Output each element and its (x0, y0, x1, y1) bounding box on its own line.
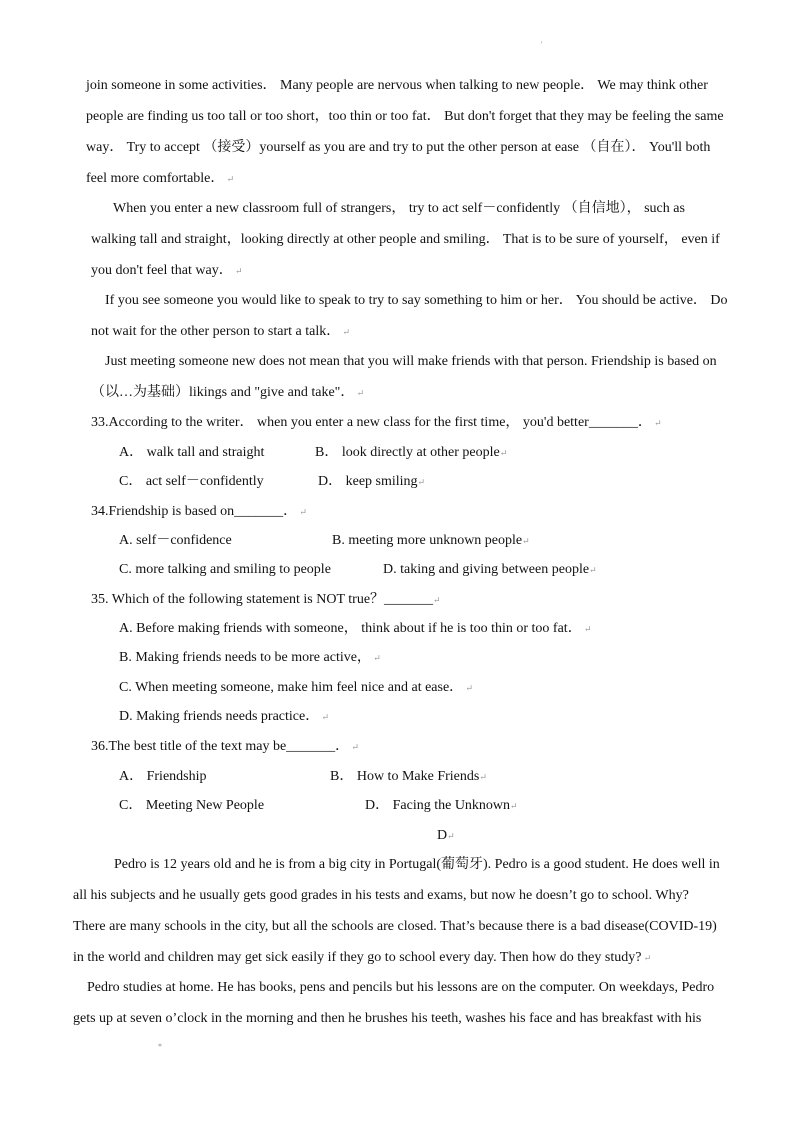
question-33-stem: 33.According to the writer． when you enter a new class for the first time， you'd better_______． ↵ (91, 415, 662, 430)
q34-option-c: C. more talking and smiling to people (119, 562, 331, 577)
passage-line: you don't feel that way． ↵ (91, 263, 243, 278)
passage-d-line: Pedro is 12 years old and he is from a big city in Portugal(葡萄牙). Pedro is a good student. He does well in (114, 857, 720, 872)
q34-option-d: D. taking and giving between people↵ (383, 562, 597, 577)
bottom-mark: * (158, 1042, 162, 1051)
q36-option-b: B． How to Make Friends↵ (330, 769, 487, 784)
question-35-stem: 35. Which of the following statement is NOT true？_______↵ (91, 592, 441, 607)
passage-line: Just meeting someone new does not mean that you will make friends with that person. Friendship is based on (105, 354, 717, 369)
top-mark: ' (541, 40, 543, 49)
passage-line: When you enter a new classroom full of strangers， try to act self－confidently （自信地）， such as (113, 201, 685, 216)
q35-option-a: A. Before making friends with someone， think about if he is too thin or too fat． ↵ (119, 621, 592, 636)
passage-line: join someone in some activities． Many people are nervous when talking to new people． We may think other (86, 78, 708, 93)
q33-option-c: C． act self－confidently (119, 474, 264, 489)
q35-option-c: C. When meeting someone, make him feel nice and at ease． ↵ (119, 680, 473, 695)
passage-line: not wait for the other person to start a talk． ↵ (91, 324, 351, 339)
passage-line: If you see someone you would like to speak to try to say something to him or her． You should be active． Do (105, 293, 728, 308)
passage-line: feel more comfortable． ↵ (86, 171, 235, 186)
question-34-stem: 34.Friendship is based on_______． ↵ (91, 504, 307, 519)
passage-line: walking tall and straight，looking directly at other people and smiling． That is to be sure of yourself， even if (91, 232, 720, 247)
q33-option-d: D． keep smiling↵ (318, 474, 426, 489)
passage-d-line: gets up at seven o’clock in the morning and then he brushes his teeth, washes his face and has breakfast with his (73, 1011, 702, 1026)
q36-option-c: C． Meeting New People (119, 798, 265, 813)
q36-option-d: D． Facing the Unknown↵ (365, 798, 518, 813)
q36-option-a: A． Friendship (119, 769, 207, 784)
passage-line: （以…为基础）likings and "give and take"． ↵ (91, 385, 365, 400)
passage-d-line: in the world and children may get sick easily if they go to school every day. Then how do they study? ↵ (73, 950, 652, 965)
q35-option-b: B. Making friends needs to be more active， ↵ (119, 650, 381, 665)
question-36-stem: 36.The best title of the text may be_______． ↵ (91, 739, 359, 754)
passage-line: way． Try to accept （接受）yourself as you are and try to put the other person at ease （自在）． You'll both (86, 140, 711, 155)
passage-d-line: all his subjects and he usually gets good grades in his tests and exams, but now he doesn’t go to school. Why? (73, 888, 689, 903)
q35-option-d: D. Making friends needs practice． ↵ (119, 709, 330, 724)
q33-option-a: A． walk tall and straight (119, 445, 265, 460)
q34-option-b: B. meeting more unknown people↵ (332, 533, 530, 548)
section-d-heading: D↵ (437, 828, 455, 843)
passage-line: people are finding us too tall or too short，too thin or too fat． But don't forget that they may be feeling the same (86, 109, 724, 124)
q34-option-a: A. self－confidence (119, 533, 232, 548)
passage-d-line: Pedro studies at home. He has books, pens and pencils but his lessons are on the computer. On weekdays, Pedro (87, 980, 715, 995)
passage-d-line: There are many schools in the city, but all the schools are closed. That’s because there is a bad disease(COVID-19) (73, 919, 717, 934)
q33-option-b: B． look directly at other people↵ (315, 445, 508, 460)
